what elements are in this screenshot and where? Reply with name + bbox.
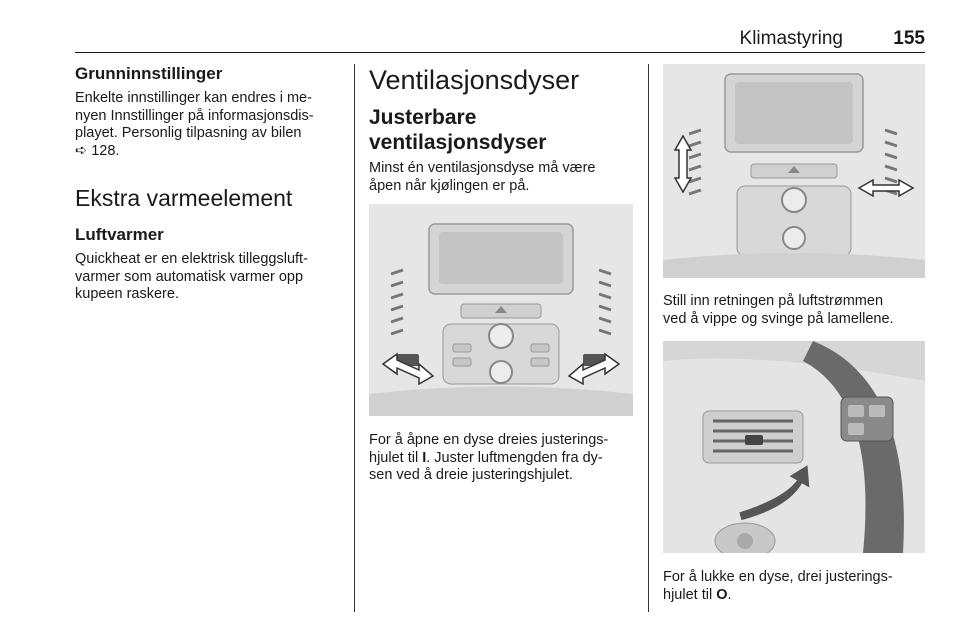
basic-settings-text (75, 90, 343, 160)
heading-adjustable-vents (369, 105, 633, 155)
chapter-title: Klimastyring (739, 28, 843, 49)
basic-line-1: Enkelte innstillinger kan endres i me- (75, 90, 312, 106)
heading-basic-settings: Grunninnstillinger (75, 64, 223, 83)
heater-line-3: kupeen raskere. (75, 286, 179, 302)
basic-line-3: playet. Personlig tilpasning av bilen (75, 125, 302, 141)
open-vent-text (369, 432, 633, 485)
close-line-1: For å lukke en dyse, drei justerings- (663, 569, 893, 585)
open-line-1: For å åpne en dyse dreies justerings- (369, 432, 609, 448)
intro-line-1: Minst én ventilasjonsdyse må være (369, 160, 596, 176)
vent-direction-figure (663, 64, 925, 278)
column-2 (369, 64, 633, 485)
heater-line-2: varmer som automatisk varmer opp (75, 268, 304, 285)
heater-line-1: Quickheat er en elektrisk tilleggsluft- (75, 251, 308, 267)
close-symbol: O (716, 586, 728, 603)
open-line-2-post: . Juster luftmengden fra dy- (426, 449, 603, 466)
page-header (75, 26, 925, 53)
vents-intro-text (369, 160, 633, 195)
heading-adjustable-line-1: Justerbare (369, 106, 477, 129)
close-line-2-pre: hjulet til (663, 586, 717, 603)
direction-line-1: Still inn retningen på luftstrømmen (663, 293, 884, 309)
direction-line-2: ved å vippe og svinge på lamellene. (663, 310, 894, 327)
column-3 (663, 64, 925, 604)
page-ref-arrow-icon: ➪ (75, 142, 88, 159)
column-1 (75, 64, 343, 304)
intro-line-2: åpen når kjølingen er på. (369, 177, 530, 194)
column-divider-2 (648, 64, 649, 612)
air-heater-text (75, 251, 343, 304)
close-line-2-post: . (727, 586, 732, 603)
open-line-3: sen ved å dreie justeringshjulet. (369, 467, 573, 483)
open-line-2-pre: hjulet til (369, 449, 423, 466)
direction-text (663, 293, 925, 328)
heading-vents: Ventilasjonsdyser (369, 65, 580, 95)
column-divider-1 (354, 64, 355, 612)
close-vent-text (663, 569, 925, 604)
heading-air-heater: Luftvarmer (75, 225, 164, 244)
basic-line-2: nyen Innstillinger på informasjonsdis- (75, 107, 314, 124)
dashboard-center-vents-figure (369, 204, 633, 416)
heading-adjustable-line-2: ventilasjonsdyser (369, 131, 547, 154)
page-number: 155 (893, 28, 925, 49)
page-ref-link[interactable]: 128. (91, 142, 120, 159)
heading-extra-heater: Ekstra varmeelement (75, 185, 293, 211)
open-symbol: I (422, 449, 427, 466)
steering-wheel-vent-figure (663, 341, 925, 553)
